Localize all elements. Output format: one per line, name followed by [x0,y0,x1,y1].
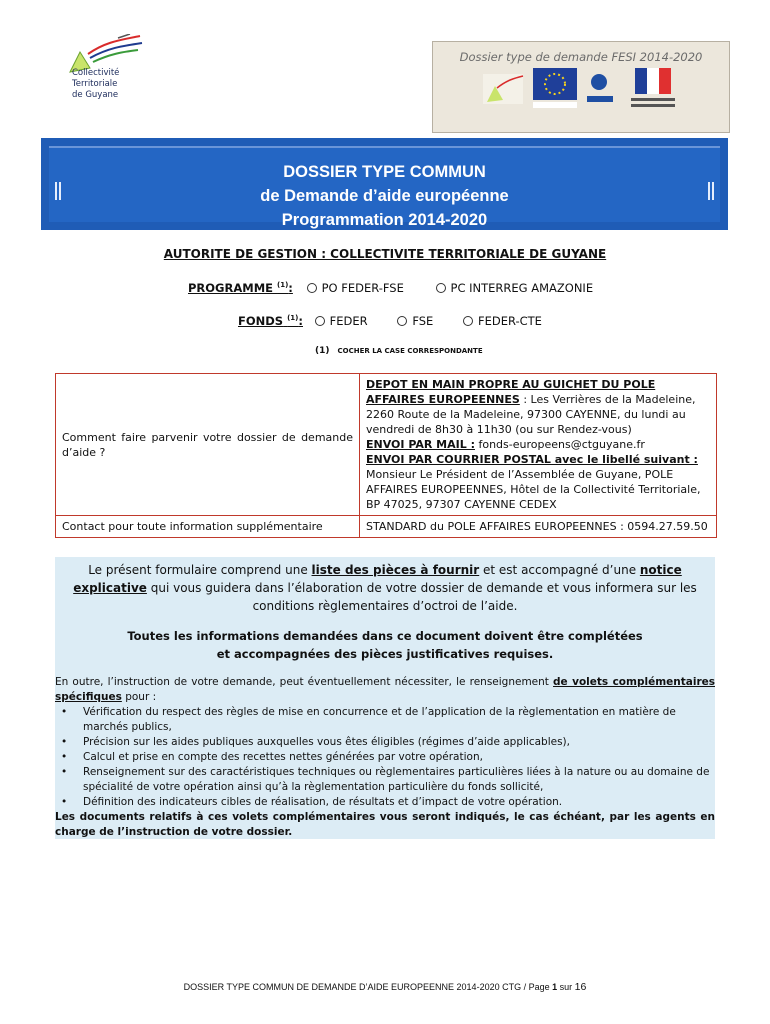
list-item: • Renseignement sur des caractéristiques techniques ou règlementaires particulières liées à la nature ou au domaine de spécialité de votre opération ainsi qu’à la règlementation particulière du fonds sollicité, [55,765,715,795]
mail-address-link[interactable]: fonds-europeens@ctguyane.fr [474,438,645,451]
answer-cell [360,374,717,516]
courrier-text: Monsieur Le Président de l’Assemblée de Guyane, POLE AFFAIRES EUROPEENNES, Hôtel de la Collectivité Territoriale, BP 47025, 97307 CAYENNE CEDEX [366,468,701,511]
list-item: • Précision sur les aides publiques auxquelles vous êtes éligibles (régimes d’aide applicables), [55,735,715,750]
cnes-logo-icon [587,74,613,102]
liste-pieces-link: liste des pièces à fournir [311,563,480,577]
ctg-small-logo [483,74,523,104]
logo-line-1: Collectivité [72,68,120,78]
depot-title: DEPOT EN MAIN PROPRE AU GUICHET DU POLE AFFAIRES EUROPEENNES [366,378,656,406]
programme-row [188,281,593,295]
title-banner [41,138,728,230]
programme-label: PROGRAMME $^{(1)}$: [188,281,293,295]
partner-logos [483,66,683,132]
volets-section [55,675,715,840]
banner-line-2: de Demande d’aide européenne [260,187,509,205]
ctg-logo [60,34,160,112]
banner-line-3: Programmation 2014-2020 [281,211,488,229]
page-total: 16 [574,981,587,993]
list-item: • Calcul et prise en compte des recettes nettes générées par votre opération, [55,750,715,765]
footnote: (1) COCHER LA CASE CORRESPONDANTE [315,346,483,356]
info-table [55,373,717,538]
banner-line-1: DOSSIER TYPE COMMUN [283,163,486,181]
fonds-row [238,314,542,328]
warning-paragraph: Toutes les informations demandées dans ce document doivent être complétées et accompagnées des pièces justificatives requises. [127,629,643,661]
radio-circle-icon[interactable] [397,316,407,326]
page-footer: DOSSIER TYPE COMMUN DE DEMANDE D’AIDE EUROPEENNE 2014-2020 CTG / Page 1 sur 16 [183,981,587,993]
intro-paragraph: Le présent formulaire comprend une liste des pièces à fournir et est accompagné d’une notice explicative qui vous guidera dans l’élaboration de votre dossier de demande et vous informera sur les conditions règlementaires d’octroi de l’aide. [73,563,697,613]
notice-explicative-link: notice explicative [73,563,682,595]
banner-inner [49,146,720,229]
programme-option-po-feder-fse[interactable]: PO FEDER-FSE [307,281,404,295]
programme-option-interreg[interactable]: PC INTERREG AMAZONIE [436,281,594,295]
fonds-option-feder[interactable]: FEDER [315,314,368,328]
radio-circle-icon[interactable] [436,283,446,293]
autorite-de-gestion: AUTORITE DE GESTION : COLLECTIVITE TERRITORIALE DE GUYANE [163,247,607,261]
question-cell: Contact pour toute information supplémentaire [56,516,360,538]
table-row [56,374,717,516]
courrier-title: ENVOI PAR COURRIER POSTAL avec le libellé suivant : [366,453,698,466]
fonds-option-fse[interactable]: FSE [397,314,433,328]
depot-text: : Les Verrières de la Madeleine, 2260 Route de la Madeleine, 97300 CAYENNE, du lundi au vendredi de 8h30 à 11h30 (ou sur Rendez-vous) [366,393,696,436]
page-number: 1 [552,982,558,992]
fesi-title: Dossier type de demande FESI 2014-2020 [459,50,703,64]
logo-line-3: de Guyane [72,90,119,100]
radio-circle-icon[interactable] [463,316,473,326]
mail-title: ENVOI PAR MAIL : [366,438,475,451]
logo-line-2: Territoriale [72,79,118,89]
radio-circle-icon[interactable] [315,316,325,326]
notice-box [55,557,715,839]
volets-list [55,705,715,810]
fonds-option-feder-cte[interactable]: FEDER-CTE [463,314,542,328]
republique-francaise-logo-icon [631,68,675,107]
list-item: • Vérification du respect des règles de mise en concurrence et de l’application de la règlementation en matière de marchés publics, [55,705,715,735]
radio-circle-icon[interactable] [307,283,317,293]
volets-intro: En outre, l’instruction de votre demande, peut éventuellement nécessiter, le renseignement de volets complémentaires spécifiques pour : [55,676,715,703]
fonds-label: FONDS $^{(1)}$: [238,314,303,328]
eu-flag-icon [533,68,577,108]
question-cell: Comment faire parvenir votre dossier de demande d’aide ? [56,374,360,516]
closing-paragraph: Les documents relatifs à ces volets complémentaires vous seront indiqués, le cas échéant, par les agents en charge de l’instruction de votre dossier. [55,811,715,838]
answer-cell: STANDARD du POLE AFFAIRES EUROPEENNES : 0594.27.59.50 [360,516,717,538]
fesi-header-box [432,41,730,133]
list-item: • Définition des indicateurs cibles de réalisation, de résultats et d’impact de votre opération. [55,795,715,810]
table-row [56,516,717,538]
banner-title [49,160,720,232]
